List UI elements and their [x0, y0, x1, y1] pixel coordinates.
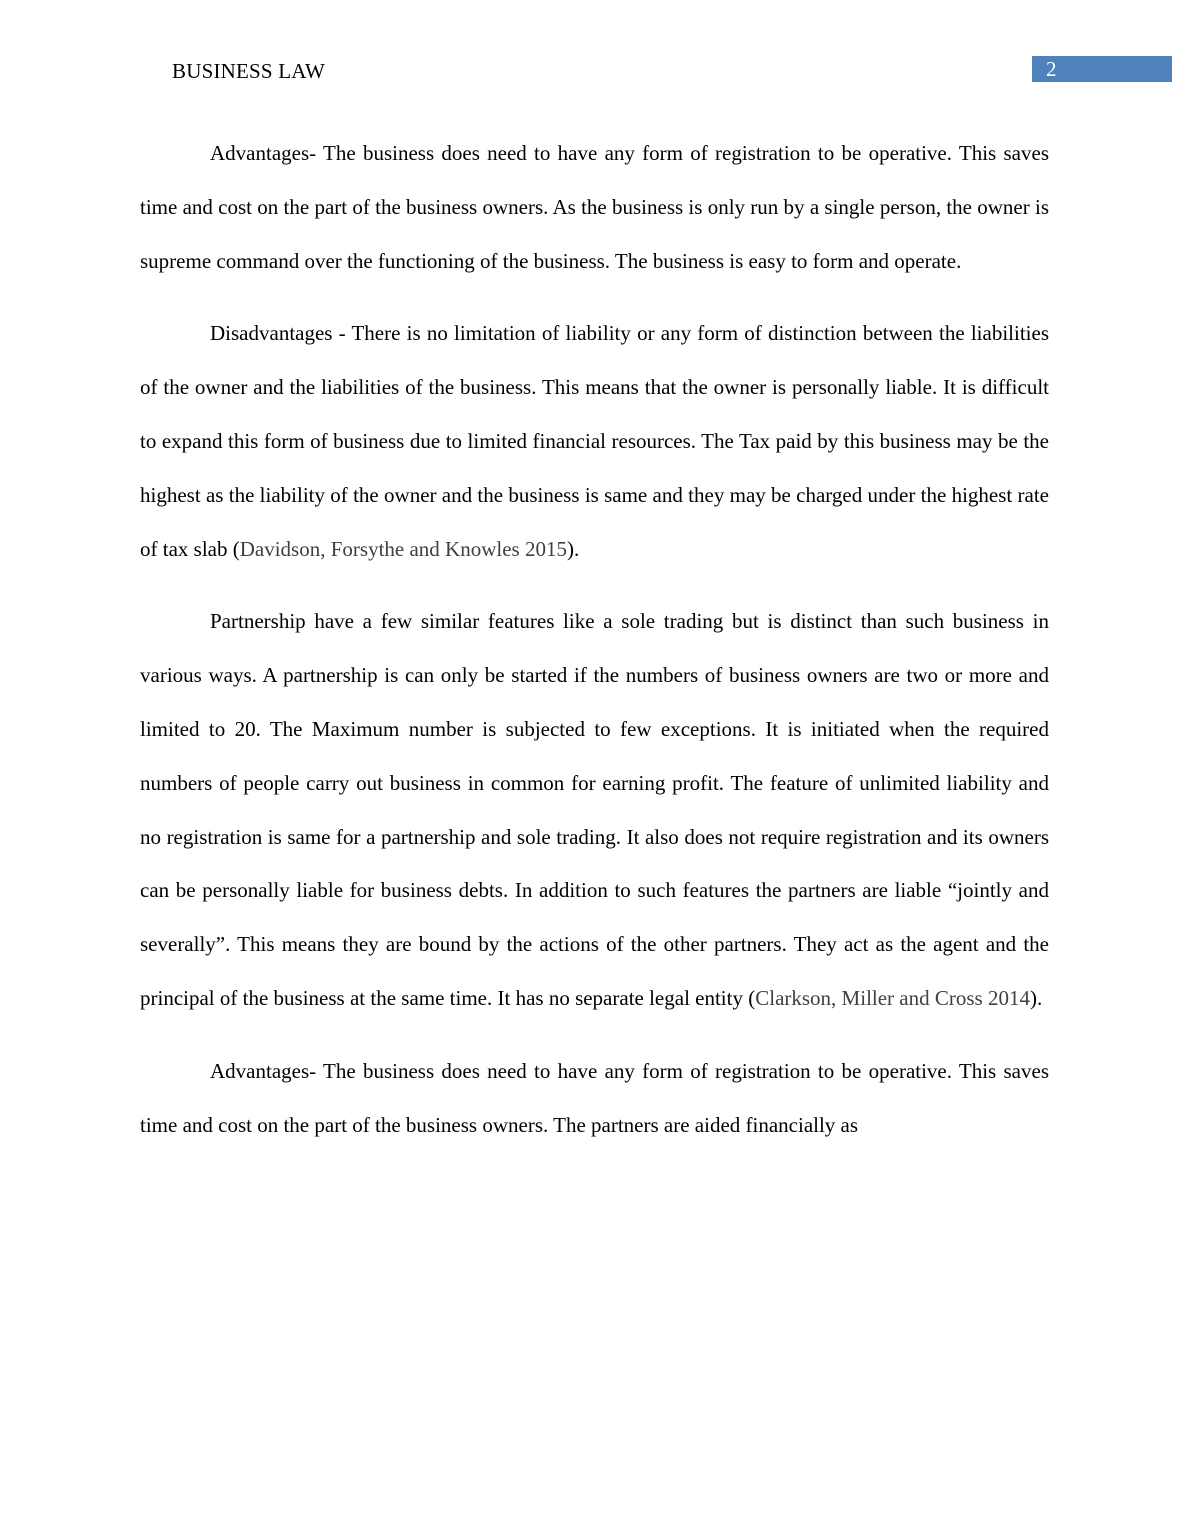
document-body: [140, 127, 1049, 1171]
paragraph-text: Disadvantages - There is no limitation of liability or any form of distinction between the liabilities of the owner and the liabilities of the business. This means that the owner is personally liable. It is difficult to expand this form of business due to limited financial resources. The Tax paid by this business may be the highest as the liability of the owner and the business is same and they may be charged under the highest rate of tax slab (: [140, 321, 1049, 561]
paragraph-text: Partnership have a few similar features like a sole trading but is distinct than such business in various ways. A partnership is can only be started if the numbers of business owners are two or more and limited to 20. The Maximum number is subjected to few exceptions. It is initiated when the required numbers of people carry out business in common for earning profit. The feature of unlimited liability and no registration is same for a partnership and sole trading. It also does not require registration and its owners can be personally liable for business debts. In addition to such features the partners are liable “jointly and severally”. This means they are bound by the actions of the other partners. They act as the agent and the principal of the business at the same time. It has no separate legal entity (: [140, 609, 1049, 1010]
paragraph-text: Advantages- The business does need to have any form of registration to be operative. This saves time and cost on the part of the business owners. The partners are aided financially as: [140, 1058, 1049, 1137]
page-header: [0, 56, 1190, 84]
paragraph-text-end: ).: [1029, 985, 1043, 1010]
paragraph-sole-trader-advantages: [140, 127, 1049, 288]
citation: Davidson, Forsythe and Knowles 2015: [239, 536, 567, 561]
running-head: BUSINESS LAW: [172, 59, 325, 83]
paragraph-text: Advantages- The business does need to have any form of registration to be operative. This saves time and cost on the part of the business owners. As the business is only run by a single person, the owner is supreme command over the functioning of the business. The business is easy to form and operate.: [140, 141, 1049, 273]
citation: Clarkson, Miller and Cross 2014: [755, 985, 1030, 1010]
page-number: 2: [1046, 57, 1057, 81]
paragraph-partnership-advantages: [140, 1045, 1049, 1153]
paragraph-text-end: ).: [566, 536, 580, 561]
paragraph-sole-trader-disadvantages: [140, 307, 1049, 576]
page-number-box: [1032, 56, 1172, 82]
paragraph-partnership: [140, 595, 1049, 1025]
